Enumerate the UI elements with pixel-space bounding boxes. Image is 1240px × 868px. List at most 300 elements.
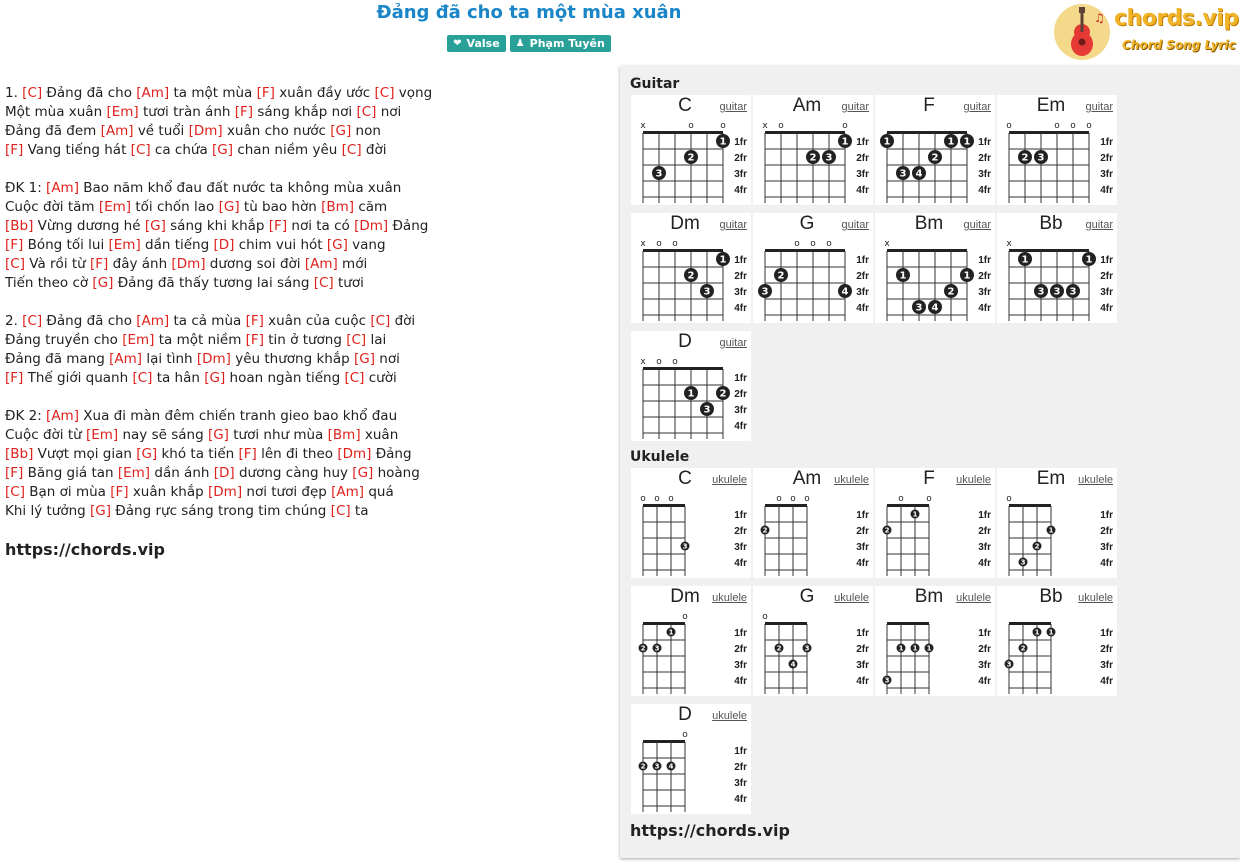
fretboard-svg <box>997 213 1117 323</box>
finger-number: 4 <box>841 286 849 298</box>
finger-number: 3 <box>884 676 890 685</box>
chord-name: C <box>678 468 692 489</box>
chord-link[interactable]: [Em] <box>85 427 119 443</box>
fret-label: 3fr <box>1100 542 1113 553</box>
chord-link[interactable]: [Am] <box>331 484 365 500</box>
fretboard-svg <box>631 468 751 578</box>
lyric-line <box>5 274 605 293</box>
lyric-line <box>5 217 605 236</box>
chord-link[interactable]: [Dm] <box>188 123 223 139</box>
chord-name: Em <box>1036 95 1066 116</box>
lyric-text: 2. <box>5 313 23 329</box>
chord-link[interactable]: [C] <box>370 313 391 329</box>
chord-link[interactable]: [F] <box>5 465 24 481</box>
fret-label: 1fr <box>734 510 747 521</box>
fret-label: 1fr <box>978 137 991 148</box>
chord-diagram-ukulele[interactable] <box>875 586 995 696</box>
chord-link[interactable]: [C] <box>130 142 151 158</box>
lyric-text: Cuộc đời tăm <box>5 199 99 215</box>
chord-link[interactable]: [G] <box>330 123 352 139</box>
fret-label: 4fr <box>978 185 991 196</box>
finger-number: 3 <box>703 286 711 298</box>
open-string-marker: o <box>1006 494 1012 504</box>
tag-genre[interactable] <box>447 35 506 52</box>
lyric-line <box>5 426 605 445</box>
nut <box>887 504 929 507</box>
instrument-link[interactable]: ukulele <box>712 710 747 722</box>
lyric-text: ta <box>350 503 369 519</box>
instrument-link[interactable]: guitar <box>1085 219 1113 231</box>
fret-label: 1fr <box>1100 628 1113 639</box>
chord-link[interactable]: [D] <box>213 237 235 253</box>
finger-number: 4 <box>915 168 923 180</box>
chord-diagram-ukulele[interactable] <box>875 468 995 578</box>
finger-number: 3 <box>703 404 711 416</box>
chord-link[interactable]: [C] <box>341 142 362 158</box>
instrument-link[interactable]: ukulele <box>834 474 869 486</box>
fret-label: 4fr <box>856 185 869 196</box>
chord-link[interactable]: [G] <box>92 275 114 291</box>
chord-link[interactable]: [C] <box>5 256 25 272</box>
instrument-link[interactable]: ukulele <box>712 592 747 604</box>
fret-label: 1fr <box>856 628 869 639</box>
chord-diagram-guitar[interactable] <box>997 95 1117 205</box>
lyric-text: Cuộc đời từ <box>5 427 86 443</box>
fret-label: 3fr <box>978 660 991 671</box>
fret-label: 3fr <box>1100 660 1113 671</box>
fretboard-svg <box>753 213 873 323</box>
lyric-text: tù bao hờn <box>239 199 322 215</box>
lyric-text: xuân cho nước <box>222 123 331 139</box>
chord-diagram-guitar[interactable] <box>631 331 751 441</box>
chord-diagram-ukulele[interactable] <box>631 468 751 578</box>
finger-number: 1 <box>1034 628 1040 637</box>
lyric-line <box>5 103 605 122</box>
chord-link[interactable]: [Am] <box>136 313 170 329</box>
lyric-text: ta một mùa <box>169 85 257 101</box>
lyric-text: nay sẽ sáng <box>118 427 208 443</box>
instrument-link[interactable]: ukulele <box>956 592 991 604</box>
fret-label: 4fr <box>856 303 869 314</box>
chord-diagram-guitar[interactable] <box>631 95 751 205</box>
lyric-text: nơi <box>374 351 400 367</box>
chord-link[interactable]: [C] <box>356 104 377 120</box>
instrument-link[interactable]: ukulele <box>1078 474 1113 486</box>
chord-name: Bm <box>914 213 944 234</box>
chord-link[interactable]: [C] <box>22 313 43 329</box>
chord-diagram-guitar[interactable] <box>753 213 873 323</box>
chord-link[interactable]: [G] <box>144 218 166 234</box>
nut <box>643 504 685 507</box>
fret-label: 1fr <box>1100 137 1113 148</box>
chord-link[interactable]: [Em] <box>98 199 132 215</box>
chord-link[interactable]: [F] <box>234 104 254 120</box>
open-string-marker: o <box>1006 121 1012 131</box>
fret-label: 2fr <box>856 271 869 282</box>
chord-diagram-ukulele[interactable] <box>997 468 1117 578</box>
nut <box>1009 249 1089 252</box>
finger-number: 3 <box>1053 286 1061 298</box>
chord-link[interactable]: [F] <box>5 237 24 253</box>
open-string-marker: o <box>762 612 768 622</box>
lyric-text: xuân <box>360 427 399 443</box>
fret-label: 4fr <box>734 794 747 805</box>
lyric-line <box>5 122 605 141</box>
fret-label: 3fr <box>978 169 991 180</box>
chord-name: Dm <box>670 213 700 234</box>
nut <box>1009 622 1051 625</box>
chord-link[interactable]: [F] <box>245 332 264 348</box>
lyric-text: tươi như mùa <box>228 427 328 443</box>
nut <box>887 622 929 625</box>
chord-link[interactable]: [Em] <box>106 104 139 120</box>
chord-link[interactable]: [Bb] <box>5 218 34 234</box>
fret-label: 4fr <box>1100 558 1113 569</box>
chord-link[interactable]: [G] <box>207 427 229 443</box>
fret-label: 4fr <box>734 185 747 196</box>
chord-diagram-ukulele[interactable] <box>631 586 751 696</box>
finger-number: 3 <box>1006 660 1012 669</box>
fret-label: 1fr <box>978 510 991 521</box>
finger-number: 2 <box>809 152 817 164</box>
finger-number: 2 <box>777 270 785 282</box>
finger-number: 2 <box>931 152 939 164</box>
fret-label: 2fr <box>1100 644 1113 655</box>
chord-link[interactable]: [Bb] <box>5 446 34 462</box>
finger-number: 1 <box>687 388 695 400</box>
finger-number: 3 <box>825 152 833 164</box>
finger-number: 3 <box>804 644 810 653</box>
lyric-line <box>5 464 605 483</box>
site-url-right[interactable]: https://chords.vip <box>630 821 790 840</box>
chord-link[interactable]: [G] <box>204 370 226 386</box>
chord-link[interactable]: [C] <box>313 275 334 291</box>
lyric-text: Khi lý tưởng <box>5 503 91 519</box>
chord-link[interactable]: [F] <box>238 446 257 462</box>
open-string-marker: o <box>640 494 646 504</box>
lyric-text: ca chứa <box>150 142 213 158</box>
muted-string-marker: x <box>640 357 646 367</box>
site-url-left[interactable]: https://chords.vip <box>5 540 165 559</box>
fret-label: 2fr <box>734 762 747 773</box>
chord-link[interactable]: [Em] <box>117 465 151 481</box>
lyric-text: non <box>351 123 381 139</box>
lyric-line <box>5 369 605 388</box>
fret-label: 3fr <box>734 778 747 789</box>
chord-link[interactable]: [Bm] <box>321 199 355 215</box>
finger-number: 3 <box>1069 286 1077 298</box>
tag-author[interactable] <box>510 35 611 52</box>
lyric-text: nơi <box>376 104 402 120</box>
fret-label: 3fr <box>978 542 991 553</box>
chord-link[interactable]: [Am] <box>136 85 170 101</box>
logo-subtitle: Chord Song Lyric <box>1122 38 1236 52</box>
fret-label: 1fr <box>734 137 747 148</box>
lyric-line <box>5 84 605 103</box>
lyric-text: ta hân <box>152 370 205 386</box>
lyric-line <box>5 445 605 464</box>
lyric-text: Đảng đã đem <box>5 123 101 139</box>
lyric-text: nơi ta có <box>287 218 355 234</box>
instrument-link[interactable]: guitar <box>719 337 747 349</box>
lyric-text: Xua đi màn đêm chiến tranh gieo bao khổ đau <box>78 408 398 424</box>
finger-number: 3 <box>915 302 923 314</box>
fret-label: 3fr <box>734 405 747 416</box>
person-icon: ♟ <box>515 38 525 49</box>
lyric-text: ta cả mùa <box>169 313 246 329</box>
finger-number: 1 <box>898 644 904 653</box>
finger-number: 1 <box>912 510 918 519</box>
fret-label: 2fr <box>734 271 747 282</box>
nut <box>1009 131 1089 134</box>
fret-label: 2fr <box>856 644 869 655</box>
lyric-text: Vượt mọi gian <box>33 446 137 462</box>
chord-link[interactable]: [G] <box>218 199 240 215</box>
fretboard-svg <box>997 95 1117 205</box>
chord-diagram-guitar[interactable] <box>875 95 995 205</box>
instrument-link[interactable]: guitar <box>841 219 869 231</box>
song-title: Đảng đã cho ta một mùa xuân <box>376 2 682 23</box>
instrument-link[interactable]: ukulele <box>712 474 747 486</box>
chord-diagram-ukulele[interactable] <box>997 586 1117 696</box>
open-string-marker: o <box>790 494 796 504</box>
chord-link[interactable]: [Dm] <box>171 256 206 272</box>
finger-number: 1 <box>926 644 932 653</box>
lyric-line <box>5 236 605 255</box>
fretboard-svg <box>631 331 751 441</box>
finger-number: 3 <box>654 762 660 771</box>
instrument-link[interactable]: guitar <box>719 101 747 113</box>
chord-link[interactable]: [Bm] <box>327 427 361 443</box>
chord-name: D <box>678 331 692 352</box>
lyric-text: dương càng huy <box>234 465 353 481</box>
lyric-text: tin ở tương <box>263 332 347 348</box>
lyric-text: về tuổi <box>133 123 189 139</box>
chord-link[interactable]: [C] <box>5 484 25 500</box>
fret-label: 3fr <box>734 660 747 671</box>
nut <box>765 622 807 625</box>
chord-link[interactable]: [F] <box>90 256 109 272</box>
fret-label: 1fr <box>978 628 991 639</box>
chord-link[interactable]: [C] <box>344 370 365 386</box>
fret-label: 1fr <box>856 137 869 148</box>
chord-link[interactable]: [F] <box>5 370 24 386</box>
lyric-text: sáng khi khắp <box>165 218 269 234</box>
fret-label: 2fr <box>1100 271 1113 282</box>
finger-number: 2 <box>1020 644 1026 653</box>
open-string-marker: o <box>672 357 678 367</box>
fretboard-svg <box>753 586 873 696</box>
finger-number: 2 <box>1034 542 1040 551</box>
fret-label: 4fr <box>978 303 991 314</box>
instrument-link[interactable]: guitar <box>963 101 991 113</box>
instrument-link[interactable]: guitar <box>841 101 869 113</box>
instrument-link[interactable]: ukulele <box>956 474 991 486</box>
chord-link[interactable]: [C] <box>346 332 367 348</box>
chord-link[interactable]: [Em] <box>122 332 155 348</box>
chord-link[interactable]: [Dm] <box>354 218 389 234</box>
finger-number: 2 <box>776 644 782 653</box>
chord-diagram-ukulele[interactable] <box>631 704 751 814</box>
muted-string-marker: x <box>762 121 768 131</box>
fretboard-svg <box>631 704 751 814</box>
open-string-marker: o <box>668 494 674 504</box>
lyric-text: Bao năm khổ đau đất nước ta không mùa xuân <box>78 180 402 196</box>
chord-link[interactable]: [G] <box>352 465 374 481</box>
chord-link[interactable]: [Am] <box>100 123 134 139</box>
fret-label: 4fr <box>856 676 869 687</box>
instrument-link[interactable]: guitar <box>719 219 747 231</box>
nut <box>643 740 685 743</box>
fret-label: 3fr <box>856 660 869 671</box>
lyrics <box>5 84 605 521</box>
site-logo[interactable] <box>1054 4 1240 62</box>
chord-diagram-guitar[interactable] <box>631 213 751 323</box>
lyric-text: cười <box>364 370 397 386</box>
chord-link[interactable]: [G] <box>212 142 234 158</box>
lyric-text: Bóng tối lui <box>23 237 109 253</box>
nut <box>765 131 845 134</box>
muted-string-marker: x <box>640 121 646 131</box>
fret-label: 4fr <box>734 676 747 687</box>
chord-link[interactable]: [Dm] <box>196 351 231 367</box>
finger-number: 1 <box>719 136 727 148</box>
fretboard-svg <box>631 213 751 323</box>
chord-link[interactable]: [Am] <box>109 351 143 367</box>
lyric-text: mới <box>337 256 368 272</box>
nut <box>643 131 723 134</box>
chord-name: G <box>799 586 815 607</box>
chord-link[interactable]: [Am] <box>46 408 79 424</box>
chord-name: Am <box>792 468 822 489</box>
chord-name: Bm <box>914 586 944 607</box>
chord-link[interactable]: [G] <box>90 503 112 519</box>
chord-name: Am <box>792 95 822 116</box>
chord-diagram-guitar[interactable] <box>997 213 1117 323</box>
fret-label: 1fr <box>734 746 747 757</box>
nut <box>887 131 967 134</box>
finger-number: 1 <box>1048 526 1054 535</box>
chord-link[interactable]: [F] <box>268 218 288 234</box>
instrument-link[interactable]: guitar <box>963 219 991 231</box>
nut <box>643 249 723 252</box>
fret-label: 1fr <box>1100 255 1113 266</box>
finger-number: 3 <box>899 168 907 180</box>
lyric-text: Băng giá tan <box>23 465 118 481</box>
lyric-text: đời <box>361 142 387 158</box>
fret-label: 4fr <box>856 558 869 569</box>
open-string-marker: o <box>720 121 726 131</box>
lyric-text: Đảng rực sáng trong tim chúng <box>111 503 331 519</box>
chord-link[interactable]: [Dm] <box>208 484 243 500</box>
tag-author-label: Phạm Tuyên <box>529 37 605 50</box>
lyric-text: lên đi theo <box>256 446 338 462</box>
muted-string-marker: x <box>1006 239 1012 249</box>
lyric-text: Đảng <box>388 218 429 234</box>
open-string-marker: o <box>794 239 800 249</box>
chord-link[interactable]: [G] <box>136 446 158 462</box>
fret-label: 2fr <box>978 271 991 282</box>
fret-label: 4fr <box>1100 303 1113 314</box>
chord-diagram-guitar[interactable] <box>753 95 873 205</box>
finger-number: 1 <box>963 136 971 148</box>
fret-label: 2fr <box>734 644 747 655</box>
open-string-marker: o <box>682 730 688 740</box>
lyric-text: tươi tràn ánh <box>138 104 235 120</box>
lyric-text: sáng khắp nơi <box>253 104 357 120</box>
logo-text: chords.vip <box>1114 6 1239 31</box>
open-string-marker: o <box>654 494 660 504</box>
fret-label: 2fr <box>856 526 869 537</box>
lyric-blank <box>5 388 605 407</box>
chord-name: Dm <box>670 586 700 607</box>
chord-link[interactable]: [C] <box>374 85 395 101</box>
chord-diagram-guitar[interactable] <box>875 213 995 323</box>
open-string-marker: o <box>656 357 662 367</box>
chord-link[interactable]: [F] <box>256 85 275 101</box>
muted-string-marker: x <box>884 239 890 249</box>
guitar-heading: Guitar <box>630 76 680 92</box>
lyric-text: Bạn ơi mùa <box>24 484 111 500</box>
chord-diagram-ukulele[interactable] <box>753 468 873 578</box>
nut <box>765 249 845 252</box>
nut <box>887 249 967 252</box>
tag-genre-label: Valse <box>466 37 500 50</box>
chord-link[interactable]: [G] <box>353 351 375 367</box>
open-string-marker: o <box>778 121 784 131</box>
chord-link[interactable]: [Am] <box>46 180 79 196</box>
nut <box>1009 504 1051 507</box>
lyric-text: dần tiếng <box>140 237 214 253</box>
chord-link[interactable]: [F] <box>110 484 129 500</box>
finger-number: 1 <box>1048 628 1054 637</box>
chord-diagram-ukulele[interactable] <box>753 586 873 696</box>
lyric-text: căm <box>354 199 388 215</box>
lyric-text: Và rồi từ <box>24 256 91 272</box>
open-string-marker: o <box>842 121 848 131</box>
lyric-text: vọng <box>394 85 433 101</box>
finger-number: 1 <box>1021 254 1029 266</box>
lyric-line <box>5 255 605 274</box>
chord-name: C <box>678 95 692 116</box>
chord-link[interactable]: [F] <box>245 313 264 329</box>
chord-link[interactable]: [F] <box>5 142 24 158</box>
chord-link[interactable]: [C] <box>22 85 43 101</box>
lyric-text: tối chốn lao <box>131 199 219 215</box>
chord-link[interactable]: [D] <box>213 465 235 481</box>
fret-label: 3fr <box>1100 287 1113 298</box>
finger-number: 1 <box>899 270 907 282</box>
instrument-link[interactable]: ukulele <box>834 592 869 604</box>
chord-link[interactable]: [G] <box>326 237 348 253</box>
instrument-link[interactable]: guitar <box>1085 101 1113 113</box>
fret-label: 3fr <box>734 287 747 298</box>
lyric-text: Vang tiếng hát <box>23 142 131 158</box>
chord-link[interactable]: [C] <box>132 370 153 386</box>
instrument-link[interactable]: ukulele <box>1078 592 1113 604</box>
nut <box>765 504 807 507</box>
finger-number: 4 <box>790 660 796 669</box>
fret-label: 2fr <box>978 153 991 164</box>
chord-link[interactable]: [Em] <box>108 237 141 253</box>
lyric-text: chan niềm yêu <box>233 142 342 158</box>
song-tags <box>0 35 1058 52</box>
finger-number: 2 <box>762 526 768 535</box>
open-string-marker: o <box>810 239 816 249</box>
chord-link[interactable]: [Am] <box>304 256 338 272</box>
chord-link[interactable]: [Dm] <box>337 446 372 462</box>
chord-link[interactable]: [C] <box>330 503 351 519</box>
